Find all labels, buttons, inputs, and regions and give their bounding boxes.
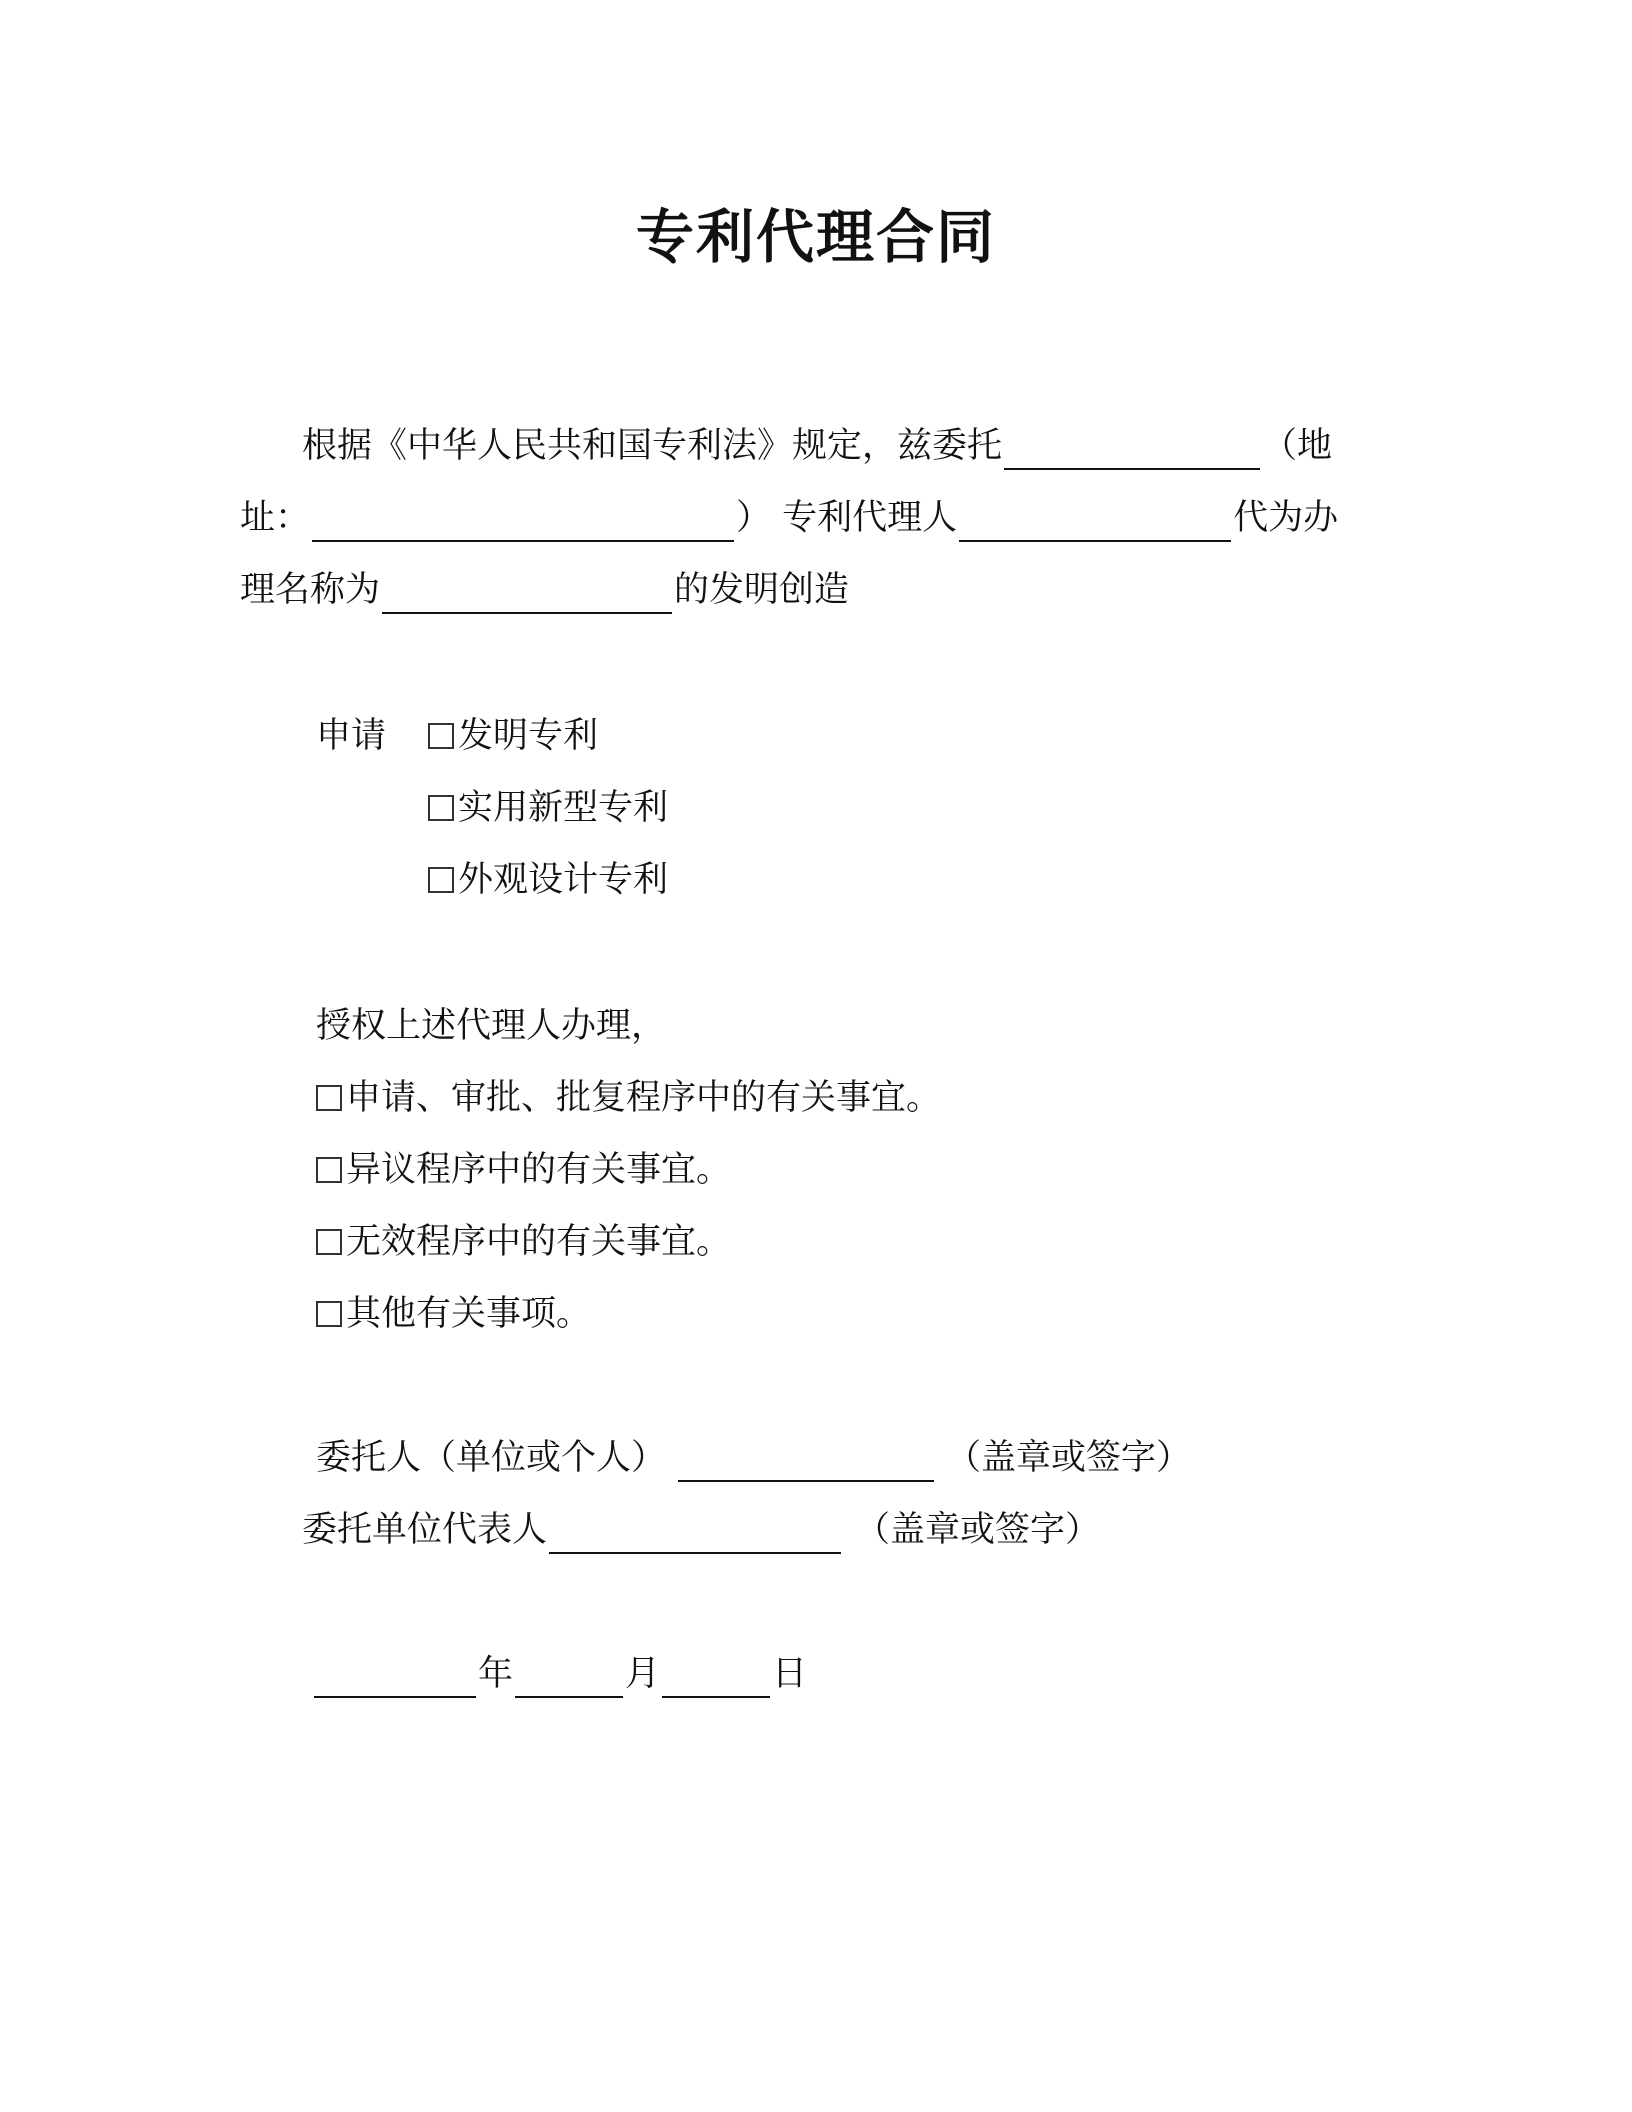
checkbox[interactable] [428,795,454,821]
client-signature-line [316,1434,1191,1482]
authorize-item-invalidation [316,1218,731,1266]
intro-line-1 [302,422,1332,470]
representative-signature-blank[interactable] [549,1516,841,1554]
invention-name-blank[interactable] [382,576,672,614]
intro-text-2-mid: ） 专利代理人 [736,498,958,538]
apply-option-label: 发明专利 [458,716,599,756]
address-blank[interactable] [312,504,734,542]
apply-option-utility-model [428,784,668,832]
checkbox[interactable] [316,1085,342,1111]
apply-option-label: 实用新型专利 [458,788,669,828]
intro-text-2: 址： [240,498,311,538]
authorize-item-label: 异议程序中的有关事宜。 [346,1150,732,1190]
client-name-blank[interactable] [1004,432,1260,470]
intro-text-2-suffix: 代为办 [1233,498,1339,538]
representative-signature-line [302,1506,1100,1554]
apply-label: 申请 [316,716,387,756]
month-label: 月 [625,1654,661,1694]
checkbox[interactable] [428,723,454,749]
authorize-item-label: 无效程序中的有关事宜。 [346,1222,732,1262]
apply-option-design [428,856,668,904]
client-signature-note: （盖章或签字） [946,1438,1192,1478]
day-label: 日 [772,1654,808,1694]
authorize-item-label: 申请、审批、批复程序中的有关事宜。 [346,1078,942,1118]
checkbox[interactable] [428,867,454,893]
checkbox[interactable] [316,1301,342,1327]
intro-line-3 [240,566,849,614]
authorize-heading: 授权上述代理人办理， [316,1006,667,1046]
intro-line-2 [240,494,1338,542]
apply-option-invention [428,712,598,760]
apply-option-label: 外观设计专利 [458,860,669,900]
date-line [312,1650,807,1698]
client-signature-blank[interactable] [678,1444,934,1482]
document-title: 专利代理合同 [635,203,996,271]
checkbox[interactable] [316,1157,342,1183]
authorize-item-label: 其他有关事项。 [346,1294,592,1334]
authorize-item-application [316,1074,941,1122]
year-blank[interactable] [314,1660,476,1698]
month-blank[interactable] [515,1660,623,1698]
year-label: 年 [478,1654,514,1694]
agent-name-blank[interactable] [959,504,1231,542]
intro-text-3: 理名称为 [240,570,381,610]
client-label: 委托人（单位或个人） [316,1438,667,1478]
representative-signature-note: （盖章或签字） [855,1510,1101,1550]
intro-text-1: 根据《中华人民共和国专利法》规定，兹委托 [302,426,1003,466]
authorize-item-opposition [316,1146,731,1194]
representative-label: 委托单位代表人 [302,1510,548,1550]
day-blank[interactable] [662,1660,770,1698]
intro-text-1-suffix: （地 [1262,426,1333,466]
checkbox[interactable] [316,1229,342,1255]
authorize-item-other [316,1290,591,1338]
intro-text-3-suffix: 的发明创造 [674,570,850,610]
